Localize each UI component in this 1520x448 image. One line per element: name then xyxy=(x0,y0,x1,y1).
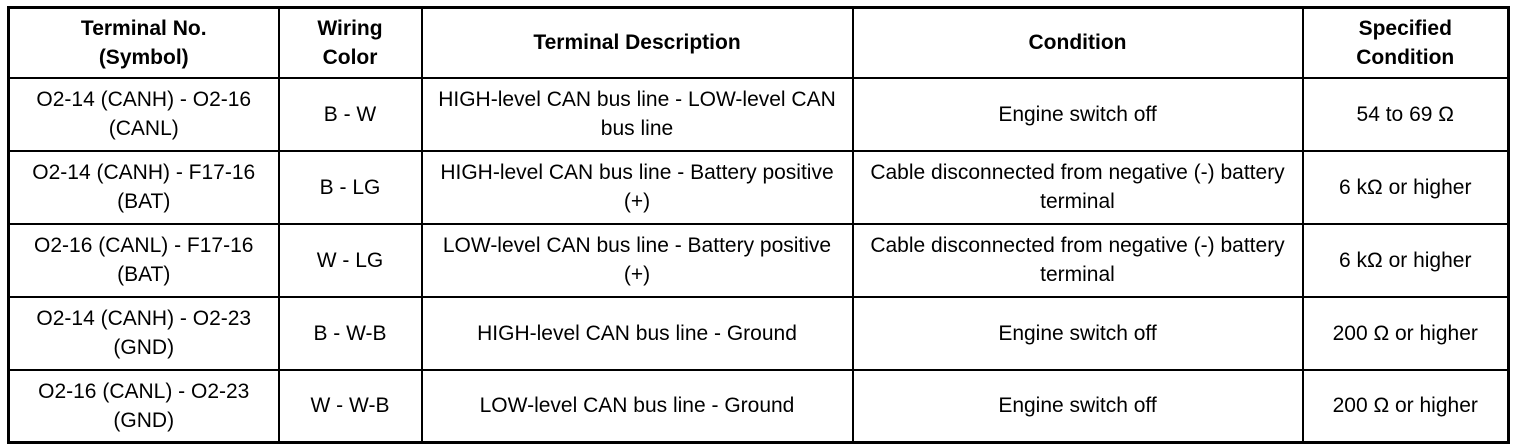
cell-terminal: O2-14 (CANH) - F17-16 (BAT) xyxy=(9,151,279,224)
cell-wiring-color: B - LG xyxy=(279,151,422,224)
table-row xyxy=(9,370,1509,443)
table-row xyxy=(9,297,1509,370)
cell-description: LOW-level CAN bus line - Battery positive (+) xyxy=(422,224,853,297)
cell-specified-condition: 54 to 69 Ω xyxy=(1303,78,1509,151)
cell-condition: Engine switch off xyxy=(853,78,1303,151)
cell-specified-condition: 200 Ω or higher xyxy=(1303,370,1509,443)
cell-terminal: O2-16 (CANL) - O2-23 (GND) xyxy=(9,370,279,443)
table-row xyxy=(9,151,1509,224)
cell-specified-condition: 6 kΩ or higher xyxy=(1303,224,1509,297)
header-terminal-no xyxy=(9,8,279,78)
header-specified-condition-text: Specified Condition xyxy=(1356,16,1455,69)
cell-wiring-color: W - LG xyxy=(279,224,422,297)
header-terminal-no-text: Terminal No. (Symbol) xyxy=(80,16,207,69)
header-wiring-color xyxy=(279,8,422,78)
header-condition xyxy=(853,8,1303,78)
header-condition-text: Condition xyxy=(1028,31,1127,55)
cell-description: HIGH-level CAN bus line - Ground xyxy=(422,297,853,370)
header-specified-condition xyxy=(1303,8,1509,78)
cell-condition: Cable disconnected from negative (-) battery terminal xyxy=(853,151,1303,224)
terminal-spec-table xyxy=(7,6,1510,444)
cell-specified-condition: 200 Ω or higher xyxy=(1303,297,1509,370)
cell-specified-condition: 6 kΩ or higher xyxy=(1303,151,1509,224)
cell-wiring-color: B - W-B xyxy=(279,297,422,370)
cell-description: HIGH-level CAN bus line - LOW-level CAN bus line xyxy=(422,78,853,151)
cell-wiring-color: B - W xyxy=(279,78,422,151)
cell-condition: Engine switch off xyxy=(853,370,1303,443)
table-row xyxy=(9,224,1509,297)
cell-terminal: O2-16 (CANL) - F17-16 (BAT) xyxy=(9,224,279,297)
cell-condition: Engine switch off xyxy=(853,297,1303,370)
cell-description: LOW-level CAN bus line - Ground xyxy=(422,370,853,443)
cell-wiring-color: W - W-B xyxy=(279,370,422,443)
header-terminal-description xyxy=(422,8,853,78)
cell-terminal: O2-14 (CANH) - O2-16 (CANL) xyxy=(9,78,279,151)
cell-description: HIGH-level CAN bus line - Battery positive (+) xyxy=(422,151,853,224)
header-terminal-description-text: Terminal Description xyxy=(533,31,741,55)
table-row xyxy=(9,78,1509,151)
cell-terminal: O2-14 (CANH) - O2-23 (GND) xyxy=(9,297,279,370)
header-wiring-color-text: Wiring Color xyxy=(317,16,383,69)
terminal-spec-table-container xyxy=(7,6,1507,444)
cell-condition: Cable disconnected from negative (-) battery terminal xyxy=(853,224,1303,297)
table-header-row xyxy=(9,8,1509,78)
